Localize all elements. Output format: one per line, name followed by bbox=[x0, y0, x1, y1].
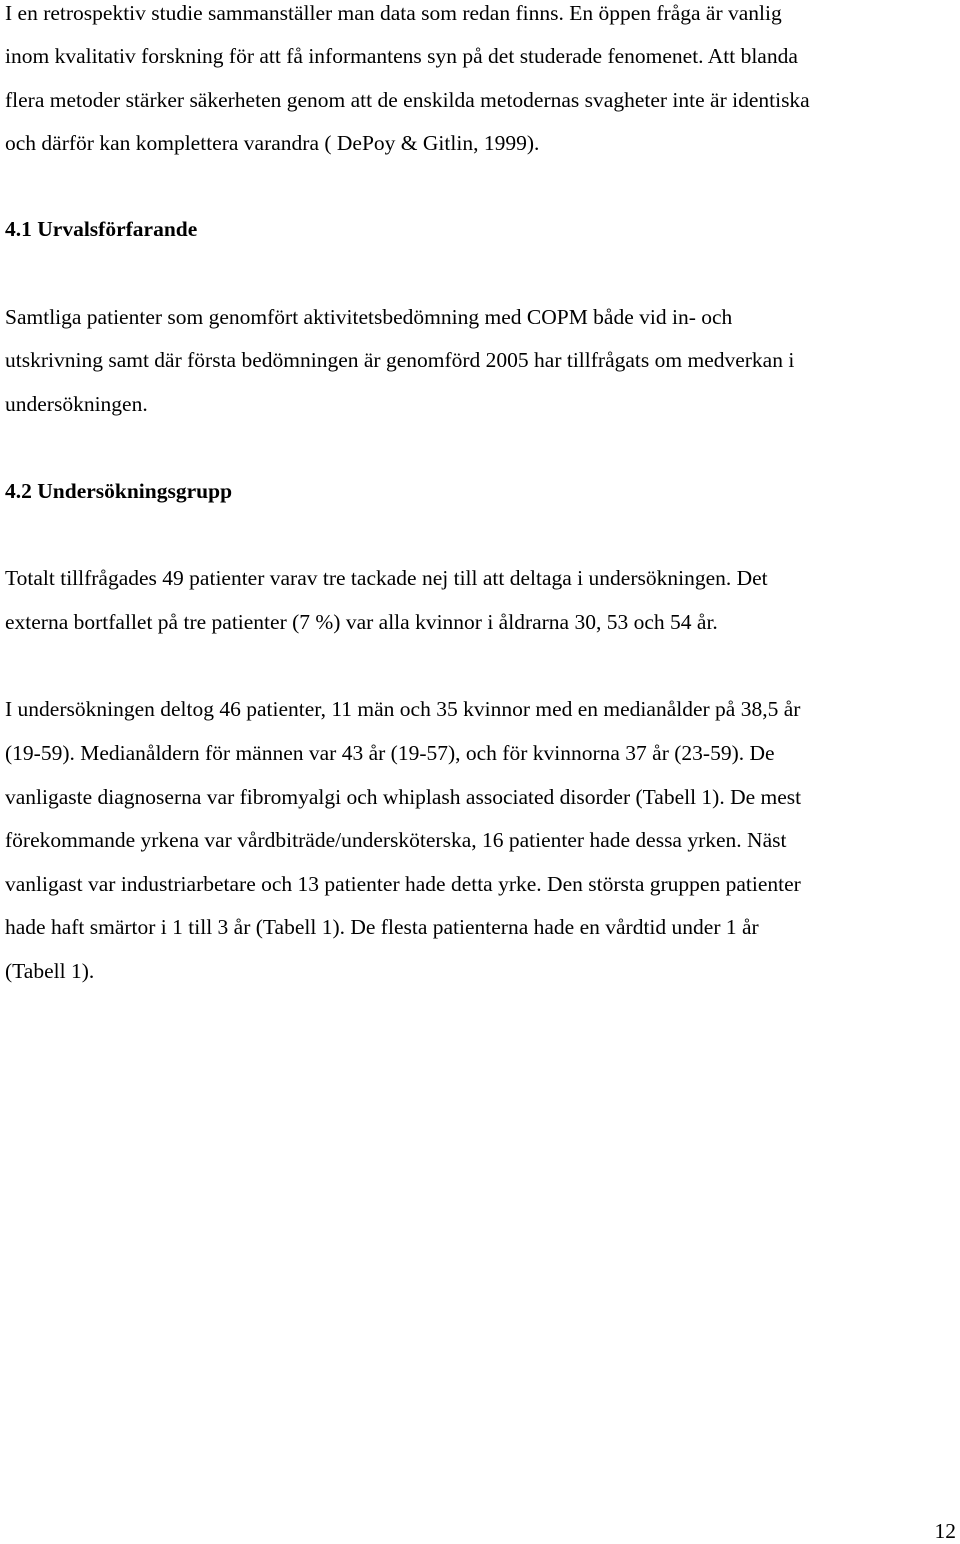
text-line: externa bortfallet på tre patienter (7 %) var alla kvinnor i åldrarna 30, 53 och 54 år. bbox=[5, 610, 718, 634]
text-line: hade haft smärtor i 1 till 3 år (Tabell 1). De flesta patienterna hade en vårdtid under 1 år bbox=[5, 915, 759, 939]
text-line: vanligaste diagnoserna var fibromyalgi och whiplash associated disorder (Tabell 1). De mest bbox=[5, 785, 802, 809]
text-line: förekommande yrkena var vårdbiträde/undersköterska, 16 patienter hade dessa yrken. Näst bbox=[5, 828, 787, 852]
section-heading-4-1: 4.1 Urvalsförfarande bbox=[5, 217, 198, 241]
text-line: Totalt tillfrågades 49 patienter varav tre tackade nej till att deltaga i undersökningen. Det bbox=[5, 566, 768, 590]
text-line: (Tabell 1). bbox=[5, 959, 95, 983]
section-heading-4-2: 4.2 Undersökningsgrupp bbox=[5, 479, 233, 503]
text-line: utskrivning samt där första bedömningen är genomförd 2005 har tillfrågats om medverkan i bbox=[5, 348, 795, 372]
text-line: Samtliga patienter som genomfört aktivitetsbedömning med COPM både vid in- och bbox=[5, 305, 733, 329]
text-line: undersökningen. bbox=[5, 392, 148, 416]
text-line: vanligast var industriarbetare och 13 patienter hade detta yrke. Den största gruppen patienter bbox=[5, 872, 801, 896]
page-number: 12 bbox=[934, 1519, 956, 1543]
text-line: I en retrospektiv studie sammanställer man data som redan finns. En öppen fråga är vanlig bbox=[5, 1, 782, 25]
text-line: och därför kan komplettera varandra ( DePoy & Gitlin, 1999). bbox=[5, 131, 540, 155]
text-line: inom kvalitativ forskning för att få informantens syn på det studerade fenomenet. Att blanda bbox=[5, 44, 798, 68]
text-line: flera metoder stärker säkerheten genom att de enskilda metodernas svagheter inte är identiska bbox=[5, 88, 810, 112]
text-line: (19-59). Medianåldern för männen var 43 år (19-57), och för kvinnorna 37 år (23-59). De bbox=[5, 741, 775, 765]
text-line: I undersökningen deltog 46 patienter, 11 män och 35 kvinnor med en medianålder på 38,5 år bbox=[5, 697, 801, 721]
